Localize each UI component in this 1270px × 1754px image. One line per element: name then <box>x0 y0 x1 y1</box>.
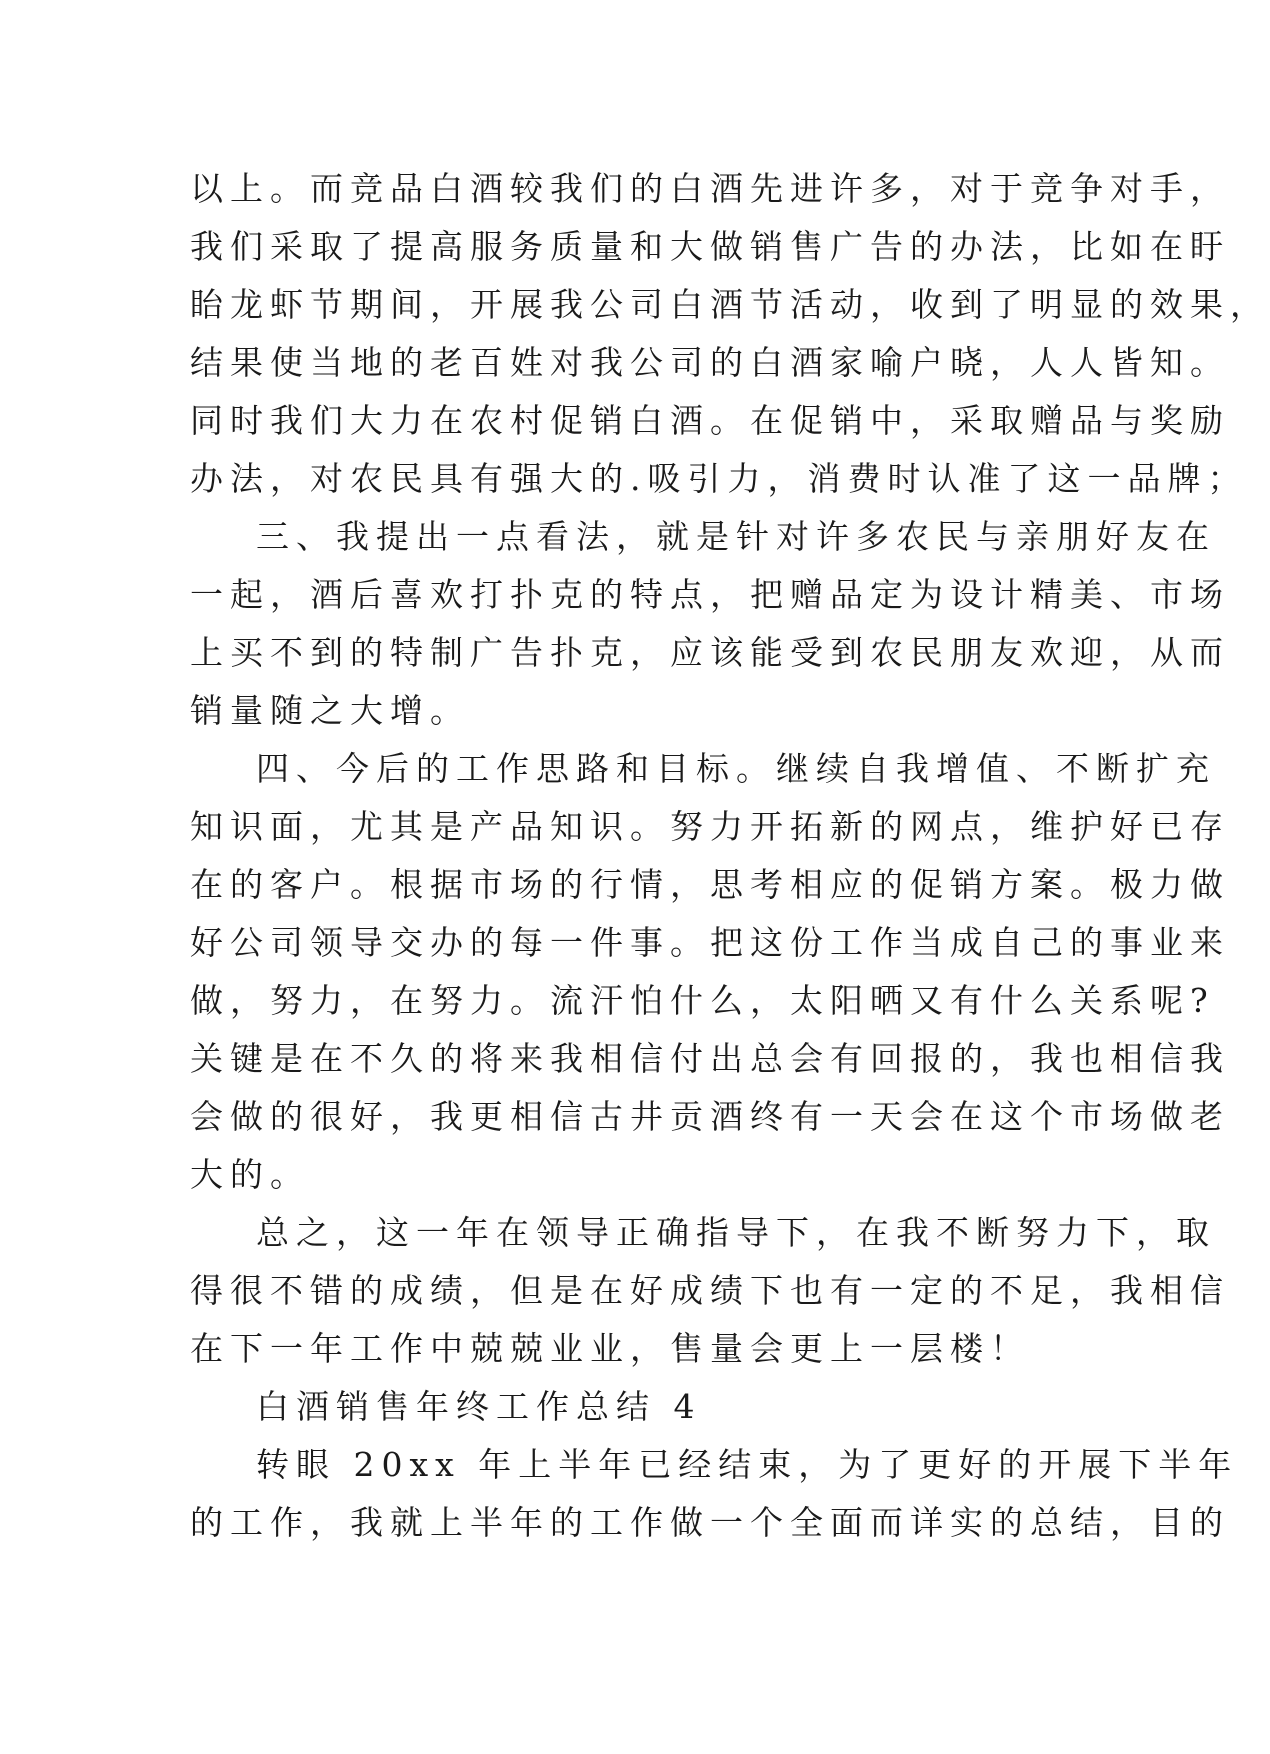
text-line: 一起，酒后喜欢打扑克的特点，把赠品定为设计精美、市场 <box>190 575 1230 614</box>
text-line: 同时我们大力在农村促销白酒。在促销中，采取赠品与奖励 <box>190 401 1230 440</box>
text-line: 销量随之大增。 <box>190 691 470 730</box>
text-line: 在的客户。根据市场的行情，思考相应的促销方案。极力做 <box>190 865 1230 904</box>
text-line: 我们采取了提高服务质量和大做销售广告的办法，比如在盱 <box>190 227 1230 266</box>
text-line: 眙龙虾节期间，开展我公司白酒节活动，收到了明显的效果， <box>190 285 1270 324</box>
section-heading: 白酒销售年终工作总结 4 <box>256 1387 702 1426</box>
paragraph-start-line: 三、我提出一点看法，就是针对许多农民与亲朋好友在 <box>256 517 1216 556</box>
paragraph-start-line: 总之，这一年在领导正确指导下，在我不断努力下，取 <box>256 1213 1216 1252</box>
text-line: 关键是在不久的将来我相信付出总会有回报的，我也相信我 <box>190 1039 1230 1078</box>
text-line: 好公司领导交办的每一件事。把这份工作当成自己的事业来 <box>190 923 1230 962</box>
text-line: 大的。 <box>190 1155 310 1194</box>
paragraph-start-line: 转眼 20xx 年上半年已经结束，为了更好的开展下半年 <box>256 1445 1239 1484</box>
text-line: 在下一年工作中兢兢业业，售量会更上一层楼！ <box>190 1329 1030 1368</box>
text-line: 的工作，我就上半年的工作做一个全面而详实的总结，目的 <box>190 1503 1230 1542</box>
paragraph-start-line: 四、今后的工作思路和目标。继续自我增值、不断扩充 <box>256 749 1216 788</box>
text-line: 做，努力，在努力。流汗怕什么，太阳晒又有什么关系呢? <box>190 981 1215 1020</box>
document-body <box>190 160 1270 1552</box>
text-line: 以上。而竞品白酒较我们的白酒先进许多，对于竞争对手， <box>190 169 1230 208</box>
text-line: 上买不到的特制广告扑克，应该能受到农民朋友欢迎，从而 <box>190 633 1230 672</box>
text-line: 会做的很好，我更相信古井贡酒终有一天会在这个市场做老 <box>190 1097 1230 1136</box>
text-line: 知识面，尤其是产品知识。努力开拓新的网点，维护好已存 <box>190 807 1230 846</box>
text-line: 结果使当地的老百姓对我公司的白酒家喻户晓，人人皆知。 <box>190 343 1230 382</box>
text-line: 办法，对农民具有强大的.吸引力，消费时认准了这一品牌； <box>190 459 1248 498</box>
text-line: 得很不错的成绩，但是在好成绩下也有一定的不足，我相信 <box>190 1271 1230 1310</box>
